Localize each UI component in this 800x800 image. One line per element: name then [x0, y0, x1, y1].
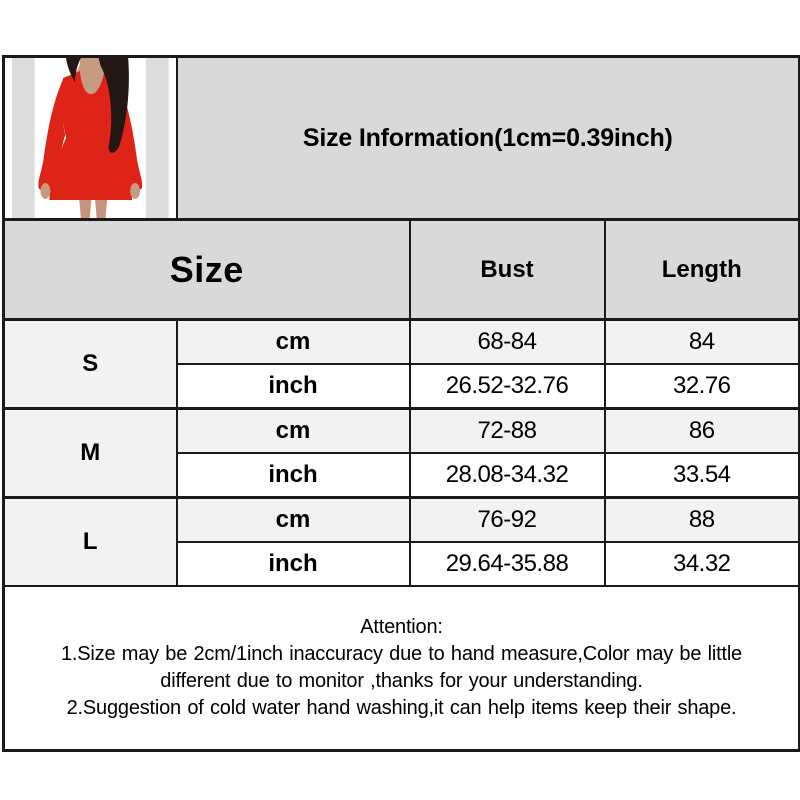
size-label-m: M — [4, 409, 177, 498]
dress-photo-illustration — [5, 58, 176, 218]
size-chart-table — [2, 55, 800, 752]
title-row — [4, 57, 800, 220]
l-cm-bust-value: 76-92 — [410, 498, 605, 543]
attention-row — [4, 586, 800, 751]
attention-line-2: different due to monitor ,thanks for your understanding. — [160, 670, 643, 692]
attention-line-1: 1.Size may be 2cm/1inch inaccuracy due to hand measure,Color may be little — [61, 643, 742, 665]
m-cm-length-value: 86 — [605, 409, 800, 454]
s-inch-length-value: 32.76 — [605, 364, 800, 409]
table-row-m-cm — [4, 409, 800, 454]
attention-heading: Attention: — [360, 616, 443, 638]
length-column-header: Length — [605, 220, 800, 320]
table-header-row — [4, 220, 800, 320]
product-photo — [4, 57, 177, 220]
unit-inch-s: inch — [177, 364, 410, 409]
l-inch-length-value: 34.32 — [605, 542, 800, 586]
size-column-header: Size — [4, 220, 410, 320]
s-inch-bust-value: 26.52-32.76 — [410, 364, 605, 409]
l-inch-bust-value: 29.64-35.88 — [410, 542, 605, 586]
m-cm-bust-value: 72-88 — [410, 409, 605, 454]
size-label-s: S — [4, 320, 177, 409]
bust-column-header: Bust — [410, 220, 605, 320]
size-label-l: L — [4, 498, 177, 587]
unit-inch-m: inch — [177, 453, 410, 498]
unit-cm-m: cm — [177, 409, 410, 454]
unit-cm-l: cm — [177, 498, 410, 543]
unit-inch-l: inch — [177, 542, 410, 586]
unit-cm-s: cm — [177, 320, 410, 365]
table-row-s-cm — [4, 320, 800, 365]
m-inch-length-value: 33.54 — [605, 453, 800, 498]
table-row-l-cm — [4, 498, 800, 543]
attention-note — [4, 586, 800, 751]
attention-line-3: 2.Suggestion of cold water hand washing,it can help items keep their shape. — [66, 697, 737, 719]
s-cm-length-value: 84 — [605, 320, 800, 365]
m-inch-bust-value: 28.08-34.32 — [410, 453, 605, 498]
l-cm-length-value: 88 — [605, 498, 800, 543]
s-cm-bust-value: 68-84 — [410, 320, 605, 365]
page-title: Size Information(1cm=0.39inch) — [177, 57, 800, 220]
